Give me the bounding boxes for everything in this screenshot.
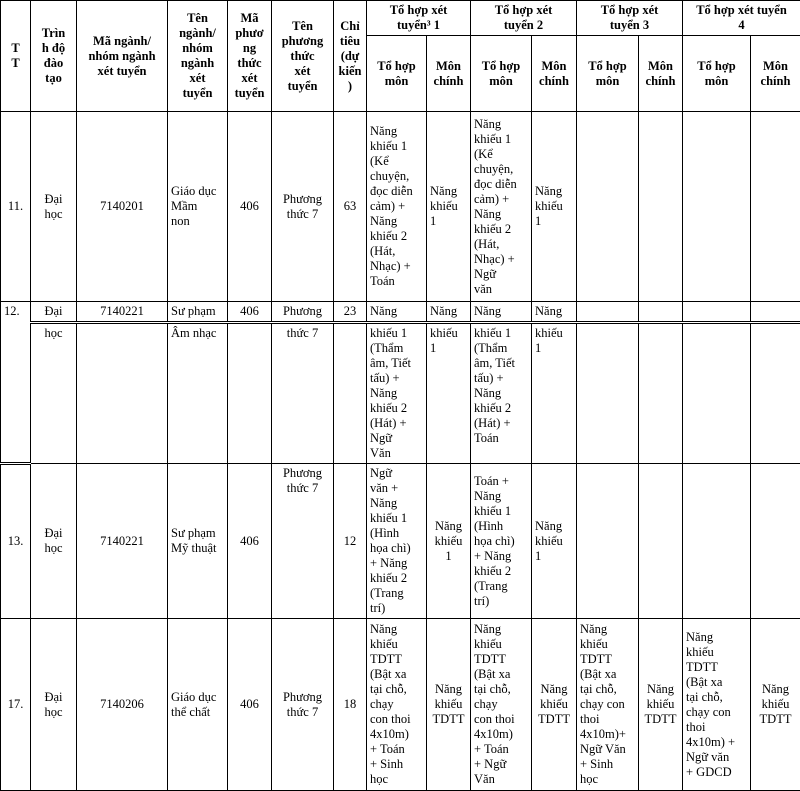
row-ma-pt: 406 (228, 464, 272, 619)
row-th1-chinh: Năng (427, 302, 471, 323)
row-th4-mon (683, 302, 751, 323)
row-ten-nganh: Giáo dục Mầm non (168, 112, 228, 302)
row-th3-mon: Năng khiếu TDTT (Bật xa tại chỗ, chạy con thoi 4x10m)+ Ngữ Văn + Sinh học (577, 619, 639, 791)
row-trinh-do: Đại học (31, 619, 77, 791)
row-th2-chinh: Năng khiếu 1 (532, 464, 577, 619)
row-th3-chinh (639, 323, 683, 464)
row-th2-mon: Năng khiếu 1 (Kể chuyện, đọc diễn cảm) + Năng khiếu 2 (Hát, Nhạc) + Ngữ văn (471, 112, 532, 302)
row-th2-chinh: Năng (532, 302, 577, 323)
row-th2-chinh: Năng khiếu 1 (532, 112, 577, 302)
row-th3-chinh (639, 464, 683, 619)
row-ma-nganh: 7140221 (77, 464, 168, 619)
row-th4-mon: Năng khiếu TDTT (Bật xa tại chỗ, chạy con thoi 4x10m) + Ngữ văn + GDCD (683, 619, 751, 791)
header-to-hop-3: Tổ hợp xét tuyển 3 (577, 1, 683, 36)
row-trinh-do: Đại học (31, 112, 77, 302)
row-th1-mon: Ngữ văn + Năng khiếu 1 (Hình họa chì) + Năng khiếu 2 (Trang trí) (367, 464, 427, 619)
row-th3-chinh: Năng khiếu TDTT (639, 619, 683, 791)
header-to-hop-mon-1: Tổ hợp môn (367, 36, 427, 112)
row-ten-pt: thức 7 (272, 323, 334, 464)
row-ma-nganh: 7140221 (77, 302, 168, 323)
header-mon-chinh-2: Môn chính (532, 36, 577, 112)
row-chi-tieu: 63 (334, 112, 367, 302)
row-trinh-do: Đại học (31, 464, 77, 619)
row-chi-tieu: 18 (334, 619, 367, 791)
row-th3-chinh (639, 302, 683, 323)
row-th1-mon: Năng (367, 302, 427, 323)
row-th1-chinh: khiếu 1 (427, 323, 471, 464)
row-th2-mon: khiếu 1 (Thẩm âm, Tiết tấu) + Năng khiếu 2 (Hát) + Toán (471, 323, 532, 464)
row-th3-mon (577, 323, 639, 464)
table-row (1, 112, 800, 302)
row-th4-chinh: Năng khiếu TDTT (751, 619, 800, 791)
header-mon-chinh-1: Môn chính (427, 36, 471, 112)
row-th2-chinh: khiếu 1 (532, 323, 577, 464)
header-ma-nganh: Mã ngành/ nhóm ngành xét tuyển (77, 1, 168, 112)
row-ten-pt: Phương thức 7 (272, 112, 334, 302)
row-tt: 13. (1, 464, 31, 619)
table-row (1, 302, 800, 323)
row-ten-nganh: Sư phạm (168, 302, 228, 323)
row-th4-chinh (751, 323, 800, 464)
header-mon-chinh-4: Môn chính (751, 36, 800, 112)
row-th4-mon (683, 112, 751, 302)
row-ma-nganh (77, 323, 168, 464)
header-mon-chinh-3: Môn chính (639, 36, 683, 112)
row-th2-chinh: Năng khiếu TDTT (532, 619, 577, 791)
row-chi-tieu: 12 (334, 464, 367, 619)
header-ten-nganh: Tên ngành/ nhóm ngành xét tuyển (168, 1, 228, 112)
table-row (1, 464, 800, 619)
header-chi-tieu: Chỉ tiêu (dự kiến ) (334, 1, 367, 112)
row-ten-nganh: Sư phạm Mỹ thuật (168, 464, 228, 619)
row-th4-chinh (751, 112, 800, 302)
row-tt: 12. (1, 302, 31, 464)
row-ma-nganh: 7140201 (77, 112, 168, 302)
row-trinh-do: Đại (31, 302, 77, 323)
header-to-hop-mon-4: Tổ hợp môn (683, 36, 751, 112)
table-row (1, 323, 800, 464)
row-tt: 11. (1, 112, 31, 302)
row-ma-pt: 406 (228, 302, 272, 323)
row-ma-nganh: 7140206 (77, 619, 168, 791)
row-tt: 17. (1, 619, 31, 791)
row-ma-pt: 406 (228, 619, 272, 791)
header-to-hop-mon-2: Tổ hợp môn (471, 36, 532, 112)
row-th1-mon: Năng khiếu TDTT (Bật xa tại chỗ, chạy con thoi 4x10m) + Toán + Sinh học (367, 619, 427, 791)
row-th1-chinh: Năng khiếu 1 (427, 112, 471, 302)
row-ma-pt (228, 323, 272, 464)
row-th3-mon (577, 464, 639, 619)
row-ten-nganh: Giáo dục thể chất (168, 619, 228, 791)
row-th1-mon: khiếu 1 (Thẩm âm, Tiết tấu) + Năng khiếu 2 (Hát) + Ngữ Văn (367, 323, 427, 464)
row-th4-mon (683, 323, 751, 464)
header-to-hop-2: Tổ hợp xét tuyển 2 (471, 1, 577, 36)
row-th4-chinh (751, 302, 800, 323)
row-th4-mon (683, 464, 751, 619)
row-th3-chinh (639, 112, 683, 302)
row-th1-mon: Năng khiếu 1 (Kể chuyện, đọc diễn cảm) + Năng khiếu 2 (Hát, Nhạc) + Toán (367, 112, 427, 302)
row-chi-tieu: 23 (334, 302, 367, 323)
header-ma-phuong-thuc: Mã phươ ng thức xét tuyển (228, 1, 272, 112)
row-th2-mon: Năng khiếu TDTT (Bật xa tại chỗ, chạy con thoi 4x10m) + Toán + Ngữ Văn (471, 619, 532, 791)
row-th4-chinh (751, 464, 800, 619)
row-th1-chinh: Năng khiếu TDTT (427, 619, 471, 791)
header-row-1 (1, 1, 800, 36)
row-chi-tieu (334, 323, 367, 464)
header-ten-phuong-thuc: Tên phương thức xét tuyển (272, 1, 334, 112)
row-trinh-do: học (31, 323, 77, 464)
row-ten-pt: Phương thức 7 (272, 464, 334, 619)
row-th2-mon: Năng (471, 302, 532, 323)
table-row (1, 619, 800, 791)
header-to-hop-1: Tổ hợp xét tuyển³ 1 (367, 1, 471, 36)
header-tt: T T (1, 1, 31, 112)
header-to-hop-4: Tổ hợp xét tuyển 4 (683, 1, 800, 36)
header-trinh-do: Trìn h độ đào tạo (31, 1, 77, 112)
row-ten-pt: Phương thức 7 (272, 619, 334, 791)
row-th1-chinh: Năng khiếu 1 (427, 464, 471, 619)
row-th3-mon (577, 302, 639, 323)
header-to-hop-mon-3: Tổ hợp môn (577, 36, 639, 112)
row-ma-pt: 406 (228, 112, 272, 302)
row-th2-mon: Toán + Năng khiếu 1 (Hình họa chì) + Năng khiếu 2 (Trang trí) (471, 464, 532, 619)
row-ten-pt: Phương (272, 302, 334, 323)
row-ten-nganh: Âm nhạc (168, 323, 228, 464)
row-th3-mon (577, 112, 639, 302)
